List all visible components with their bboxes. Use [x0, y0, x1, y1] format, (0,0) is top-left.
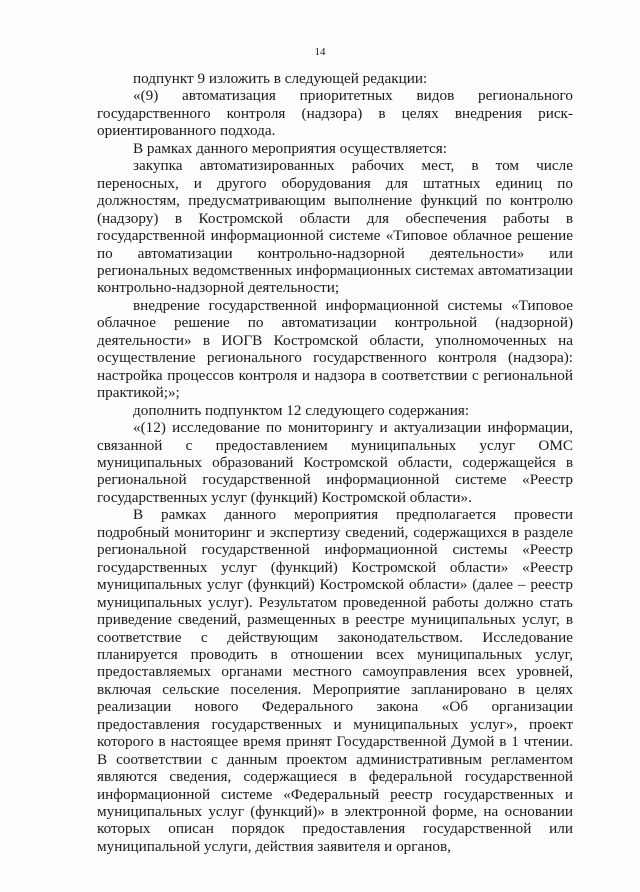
- paragraph-workstations-purchase: закупка автоматизированных рабочих мест, в том числе переносных, и другого оборудования для штатных единиц по должностям, предусматривающим выполнение функций по контролю (надзору) в Костромской области для обеспечения работы в государственной информационной системе «Типовое облачное решение по автоматизации контрольно-надзорной деятельности» или региональных ведомственных информационных системах автоматизации контрольно-надзорной деятельности;: [97, 157, 573, 297]
- paragraph-measure-intro: В рамках данного мероприятия осуществляется:: [133, 139, 447, 157]
- paragraph-subitem-12-text: «(12) исследование по мониторингу и актуализации информации, связанной с предоставлением муниципальных услуг ОМС муниципальных образований Костромской области, содержащейся в региональной государственной информационной системе «Реестр государственных услуг (функций) Костромской области».: [97, 419, 573, 506]
- document-body: [97, 70, 573, 855]
- paragraph-system-deployment: внедрение государственной информационной системы «Типовое облачное решение по автоматизации контрольной (надзорной) деятельности» в ИОГВ Костромской области, уполномоченных на осуществление регионального государственного контроля (надзора): настройка процессов контроля и надзора в соответствии с региональной практикой;»;: [97, 296, 573, 402]
- paragraph-subitem-12-intro: дополнить подпунктом 12 следующего содержания:: [133, 401, 470, 419]
- page-number: 14: [314, 46, 326, 58]
- paragraph-monitoring-description: В рамках данного мероприятия предполагается провести подробный мониторинг и экспертизу сведений, содержащихся в разделе региональной государственной информационной системы «Реестр государственных услуг (функций) Костромской области» «Реестр муниципальных услуг (функций) Костромской области» (далее – реестр муниципальных услуг). Результатом проведенной работы должно стать приведение сведений, размещенных в реестре муниципальных услуг, в соответствие с действующим законодательством. Исследование планируется проводить в отношении всех муниципальных услуг, предоставляемых органами местного самоуправления всех уровней, включая сельские поселения. Мероприятие запланировано в целях реализации нового Федерального закона «Об организации предоставления государственных и муниципальных услуг», проект которого в настоящее время принят Государственной Думой в 1 чтении. В соответствии с данным проектом административным регламентом являются сведения, содержащиеся в федеральной государственной информационной системе «Федеральный реестр государственных и муниципальных услуг (функций)» в электронной форме, на основании которых описан порядок предоставления государственной или муниципальной услуги, действия заявителя и органов,: [97, 506, 573, 855]
- paragraph-subitem-9-text: «(9) автоматизация приоритетных видов регионального государственного контроля (надзора) в целях внедрения риск-ориентированного подхода.: [97, 87, 573, 140]
- paragraph-subitem-9-intro: подпункт 9 изложить в следующей редакции:: [133, 70, 428, 87]
